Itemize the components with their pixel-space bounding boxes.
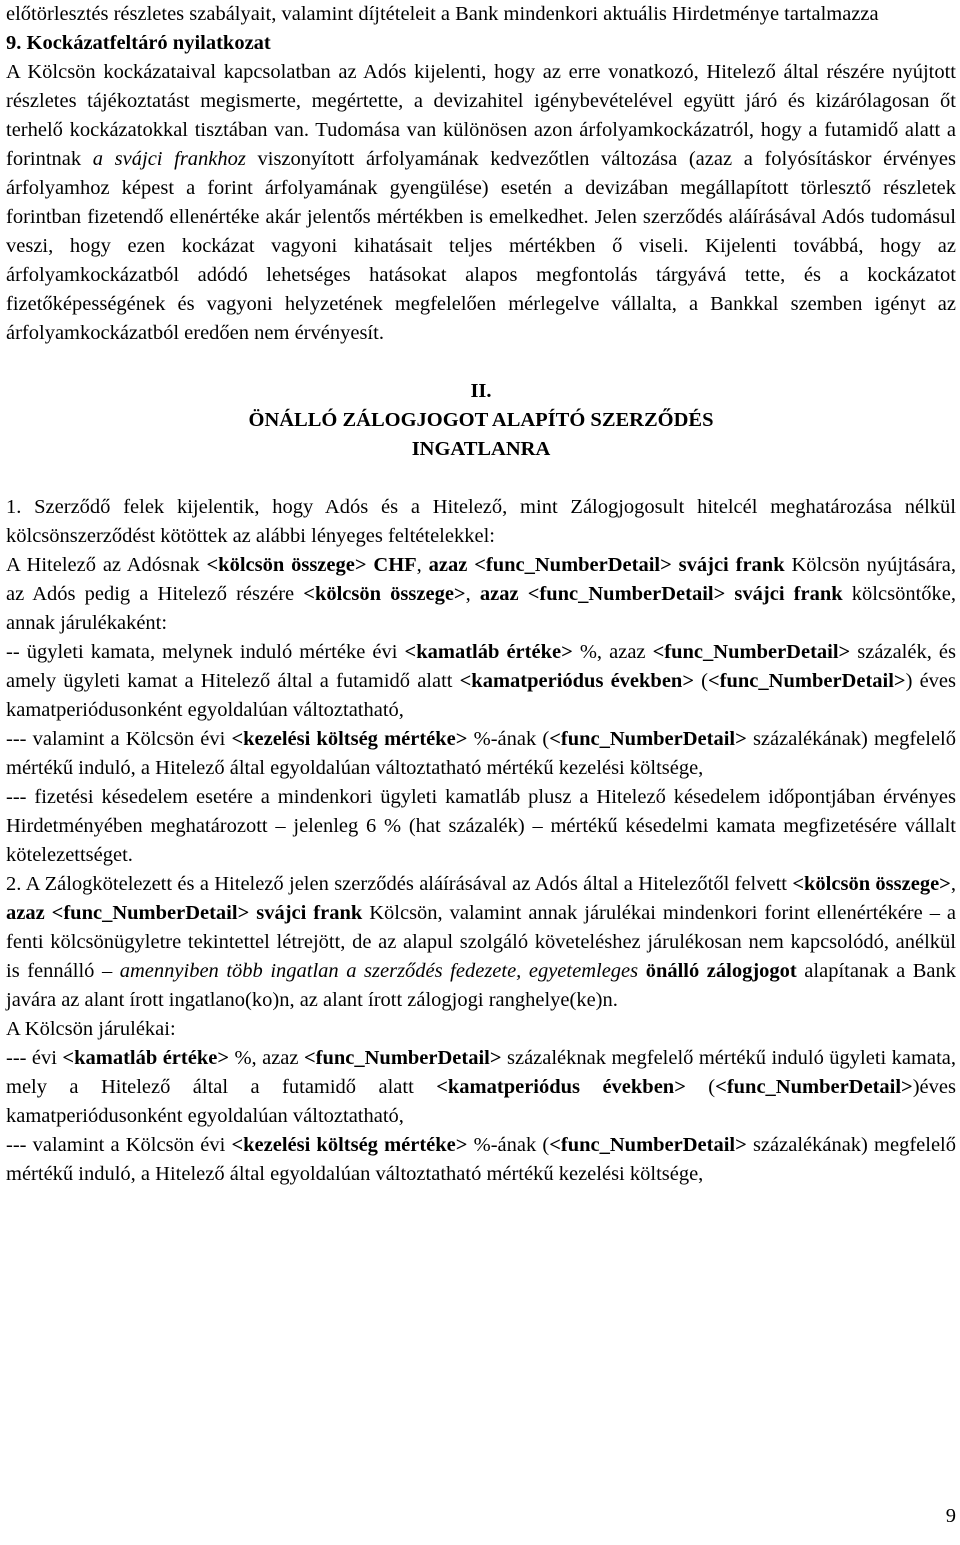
text-run: Kölcsön nyújtására, az Adós pedig a Hitelező részére	[6, 554, 956, 605]
paragraph-interest	[6, 638, 956, 725]
chapter-title	[6, 406, 956, 435]
text-run: ) éves kamatperiódusonként egyoldalúan változtatható,	[6, 670, 956, 721]
text-run: --- fizetési késedelem esetére a mindenkori ügyleti kamatláb plusz a Hitelező késedelem időpontjában érvényes Hirdetményében meghatározott – jelenleg 6 % (hat százalék) – mértékű késedelmi kamata megfizetésére vállalt kötelezettséget.	[6, 786, 956, 866]
bold-text: <func_NumberDetail>	[549, 728, 747, 750]
bold-text: ÖNÁLLÓ ZÁLOGJOGOT ALAPÍTÓ SZERZŐDÉS	[248, 409, 714, 431]
text-run: kölcsöntőke, annak járulékaként:	[6, 583, 956, 634]
text-run: Kölcsön, valamint annak járulékai mindenkori forint ellenértékére – a fenti kölcsönügyletre tekintettel létrejött, de az alapul szolgáló követeléshez járulékosan nem kapcsolódó, anélkül is fennálló –	[6, 902, 957, 982]
bold-text: <kölcsön összege>	[303, 583, 466, 605]
bold-text: önálló zálogjogot	[645, 960, 797, 982]
bold-text: <kamatperiódus években>	[436, 1076, 686, 1098]
bold-text: <func_NumberDetail>	[549, 1134, 747, 1156]
text-run	[638, 960, 646, 982]
paragraph-accessory-interest	[6, 1044, 956, 1131]
text-run: A Kölcsön kockázataival kapcsolatban az Adós kijelenti, hogy az erre vonatkozó, Hitelező által részére nyújtott részletes tájékoztatást megismerte, megértette, a devizahitel igénybevételével együtt járó és kizárólagosan őt terhelő kockázatokkal tisztában van. Tudomása van különösen azon árfolyamkockázatról, hogy a futamidő alatt a forintnak	[6, 61, 956, 170]
bold-text: <kamatláb értéke>	[62, 1047, 230, 1069]
bold-text: azaz <func_NumberDetail> svájci frank	[428, 554, 785, 576]
text-run: %, azaz	[229, 1047, 304, 1069]
text-run: százalékának) megfelelő mértékű induló, a Hitelező által egyoldalúan változtatható mértékű kezelési költsége,	[6, 1134, 956, 1185]
bold-text: II.	[470, 380, 492, 402]
text-run: (	[685, 1076, 716, 1098]
text-run: ,	[416, 554, 429, 576]
bold-text: 9. Kockázatfeltáró nyilatkozat	[6, 32, 271, 54]
paragraph-prepayment-note	[6, 0, 956, 29]
document-page	[6, 0, 956, 1189]
text-run: %-ának (	[467, 728, 550, 750]
text-run: százalékának) megfelelő mértékű induló, a Hitelező által egyoldalúan változtatható mértékű kezelési költsége,	[6, 728, 956, 779]
text-run: ,	[465, 583, 480, 605]
chapter-subtitle	[6, 435, 956, 464]
paragraph-late-interest	[6, 783, 956, 870]
text-run: A Kölcsön járulékai:	[6, 1018, 176, 1040]
text-run: -- ügyleti kamata, melynek induló mértéke évi	[6, 641, 405, 663]
text-run: %, azaz	[572, 641, 653, 663]
text-run: alapítanak a Bank javára az alant írott ingatlano(ko)n, az alant írott zálogjogi ranghelye(ke)n.	[6, 960, 957, 1011]
text-run: --- valamint a Kölcsön évi	[6, 728, 232, 750]
bold-text: <kamatláb értéke>	[404, 641, 573, 663]
text-run: A Hitelező az Adósnak	[6, 554, 207, 576]
bold-text: <kezelési költség mértéke>	[231, 728, 468, 750]
paragraph-risk-disclosure	[6, 58, 956, 348]
paragraph-clause-2	[6, 870, 956, 1015]
page-number: 9	[945, 1505, 956, 1527]
text-run: 1. Szerződő felek kijelentik, hogy Adós és a Hitelező, mint Zálogjogosult hitelcél meghatározása nélkül kölcsönszerződést kötöttek az alábbi lényeges feltételekkel:	[6, 496, 956, 547]
bold-text: INGATLANRA	[411, 438, 551, 460]
bold-text: <kezelési költség mértéke>	[231, 1134, 468, 1156]
chapter-number	[6, 377, 956, 406]
bold-text: azaz <func_NumberDetail> svájci frank	[479, 583, 843, 605]
italic-text: a svájci frankhoz	[92, 148, 246, 170]
section-heading-risk-disclosure	[6, 29, 956, 58]
bold-text: <func_NumberDetail>	[303, 1047, 502, 1069]
spacer	[6, 464, 956, 493]
text-run: százalék, és amely ügyleti kamat a Hitelező által a futamidő alatt	[6, 641, 957, 692]
bold-text: <func_NumberDetail>	[652, 641, 851, 663]
bold-text: <kölcsön összege>	[792, 873, 951, 895]
text-run: %-ának (	[467, 1134, 550, 1156]
paragraph-loan-terms	[6, 551, 956, 638]
text-run: viszonyított árfolyamának kedvezőtlen változása (azaz a folyósításkor érvényes árfolyamhoz képest a forint árfolyamának gyengülése) esetén a devizában megállapított törlesztő részletek forintban fizetendő ellenértéke akár jelentős mértékben is emelkedhet. Jelen szerződés aláírásával Adós tudomásul veszi, hogy ezen kockázat vagyoni kihatásait teljes mértékben ő viseli. Kijelenti továbbá, hogy az árfolyamkockázatból adódó lehetséges hatásokat alapos megfontolás tárgyává tette, és a kockázatot fizetőképességének és vagyoni helyzetének megfelelően mérlegelve vállalta, a Bankkal szemben igényt az árfolyamkockázatból eredően nem érvényesít.	[6, 148, 956, 344]
text-run: (	[694, 670, 708, 692]
paragraph-handling-fee	[6, 725, 956, 783]
text-run: 2. A Zálogkötelezett és a Hitelező jelen szerződés aláírásával az Adós által a Hitelezőtől felvett	[6, 873, 793, 895]
bold-text: azaz <func_NumberDetail> svájci frank	[6, 902, 363, 924]
bold-text: <kamatperiódus években>	[459, 670, 695, 692]
spacer	[6, 348, 956, 377]
bold-text: <kölcsön összege> CHF	[206, 554, 417, 576]
paragraph-accessory-fee	[6, 1131, 956, 1189]
text-run: ,	[950, 873, 956, 895]
bold-text: <func_NumberDetail>	[715, 1076, 913, 1098]
text-run: )éves kamatperiódusonként egyoldalúan változtatható,	[6, 1076, 956, 1127]
italic-text: amennyiben több ingatlan a szerződés fedezete, egyetemleges	[119, 960, 639, 982]
paragraph-clause-1	[6, 493, 956, 551]
text-run: --- évi	[6, 1047, 63, 1069]
text-run: előtörlesztés részletes szabályait, valamint díjtételeit a Bank mindenkori aktuális Hirdetménye tartalmazza	[6, 3, 879, 25]
text-run: --- valamint a Kölcsön évi	[6, 1134, 232, 1156]
paragraph-loan-accessories-heading	[6, 1015, 956, 1044]
text-run: százaléknak megfelelő mértékű induló ügyleti kamata, mely a Hitelező által a futamidő alatt	[6, 1047, 956, 1098]
bold-text: <func_NumberDetail>	[708, 670, 906, 692]
